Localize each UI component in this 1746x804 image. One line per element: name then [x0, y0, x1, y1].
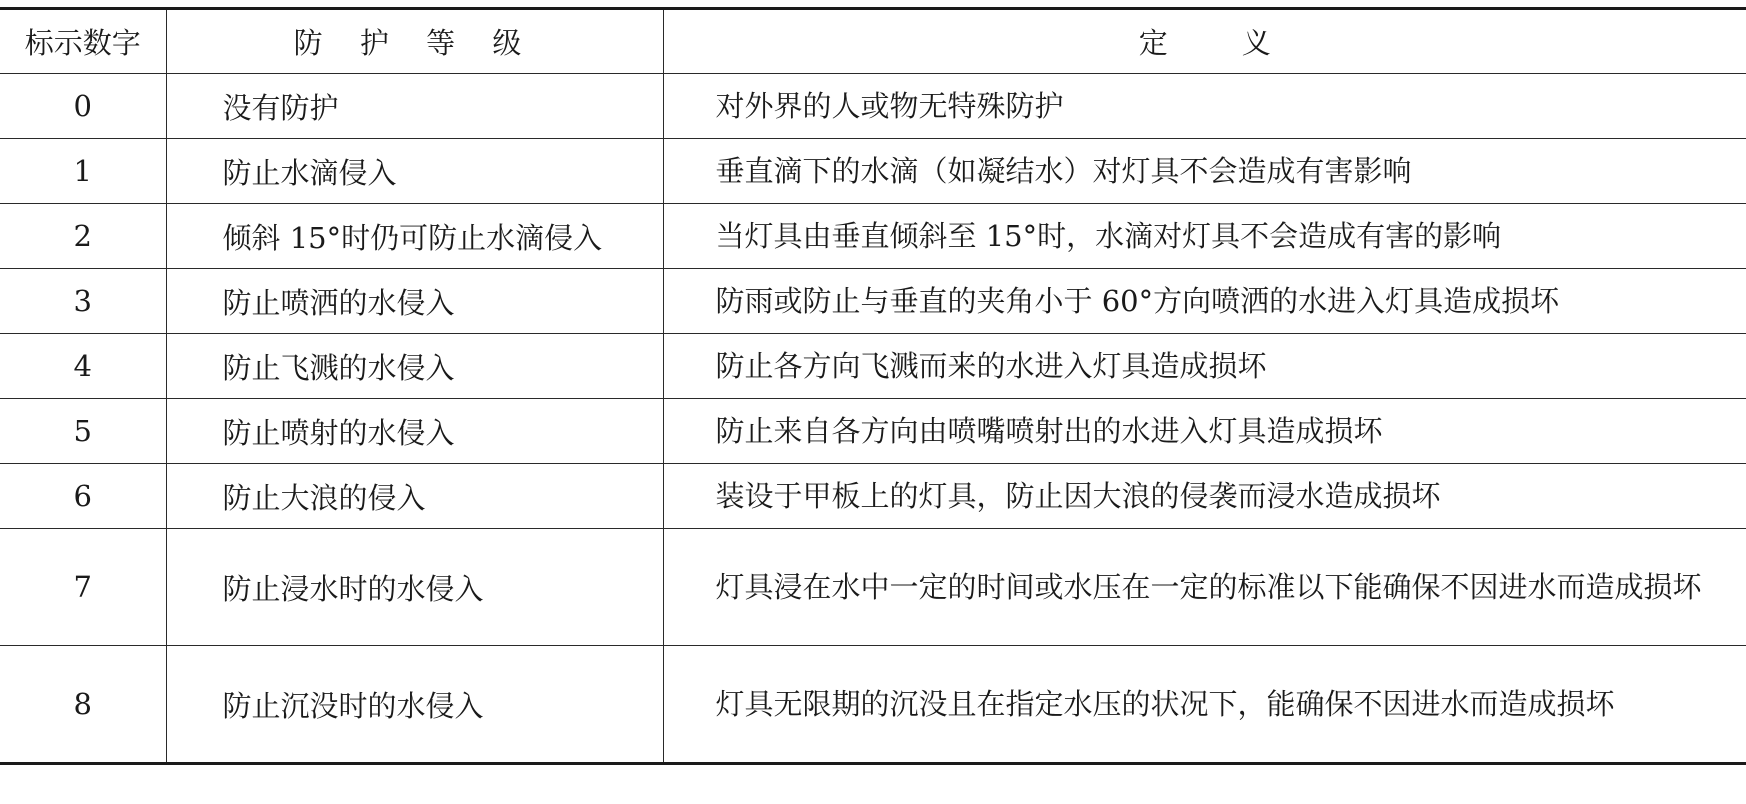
row-level: 防止大浪的侵入 [166, 464, 663, 529]
row-level: 防止飞溅的水侵入 [166, 334, 663, 399]
row-number: 1 [0, 139, 166, 204]
row-level: 防止浸水时的水侵入 [166, 529, 663, 646]
header-row [0, 9, 1746, 74]
table-row [0, 74, 1746, 139]
row-number: 5 [0, 399, 166, 464]
row-number: 2 [0, 204, 166, 269]
row-definition: 防止各方向飞溅而来的水进入灯具造成损坏 [663, 334, 1746, 399]
table-row [0, 529, 1746, 646]
header-level: 防 护 等 级 [166, 9, 663, 74]
table-row [0, 646, 1746, 764]
row-definition: 防止来自各方向由喷嘴喷射出的水进入灯具造成损坏 [663, 399, 1746, 464]
header-definition [663, 9, 1746, 74]
row-number: 0 [0, 74, 166, 139]
table-row [0, 204, 1746, 269]
row-level: 防止喷射的水侵入 [166, 399, 663, 464]
header-number: 标示数字 [0, 9, 166, 74]
row-number: 3 [0, 269, 166, 334]
row-level: 防止水滴侵入 [166, 139, 663, 204]
header-definition-right: 义 [1241, 26, 1271, 60]
row-number: 4 [0, 334, 166, 399]
row-definition: 防雨或防止与垂直的夹角小于 60°方向喷洒的水进入灯具造成损坏 [663, 269, 1746, 334]
row-definition: 装设于甲板上的灯具，防止因大浪的侵袭而浸水造成损坏 [663, 464, 1746, 529]
row-number: 6 [0, 464, 166, 529]
row-definition: 灯具无限期的沉没且在指定水压的状况下，能确保不因进水而造成损坏 [663, 646, 1746, 764]
table-row [0, 139, 1746, 204]
row-level: 防止喷洒的水侵入 [166, 269, 663, 334]
row-level: 倾斜 15°时仍可防止水滴侵入 [166, 204, 663, 269]
row-number: 7 [0, 529, 166, 646]
row-definition: 对外界的人或物无特殊防护 [663, 74, 1746, 139]
row-definition: 当灯具由垂直倾斜至 15°时，水滴对灯具不会造成有害的影响 [663, 204, 1746, 269]
table-row [0, 269, 1746, 334]
row-number: 8 [0, 646, 166, 764]
table-row [0, 464, 1746, 529]
table-row [0, 334, 1746, 399]
header-definition-left: 定 [1138, 26, 1168, 60]
protection-level-table [0, 7, 1746, 765]
row-level: 防止沉没时的水侵入 [166, 646, 663, 764]
row-definition: 灯具浸在水中一定的时间或水压在一定的标准以下能确保不因进水而造成损坏 [663, 529, 1746, 646]
table-row [0, 399, 1746, 464]
row-definition: 垂直滴下的水滴（如凝结水）对灯具不会造成有害影响 [663, 139, 1746, 204]
row-level: 没有防护 [166, 74, 663, 139]
